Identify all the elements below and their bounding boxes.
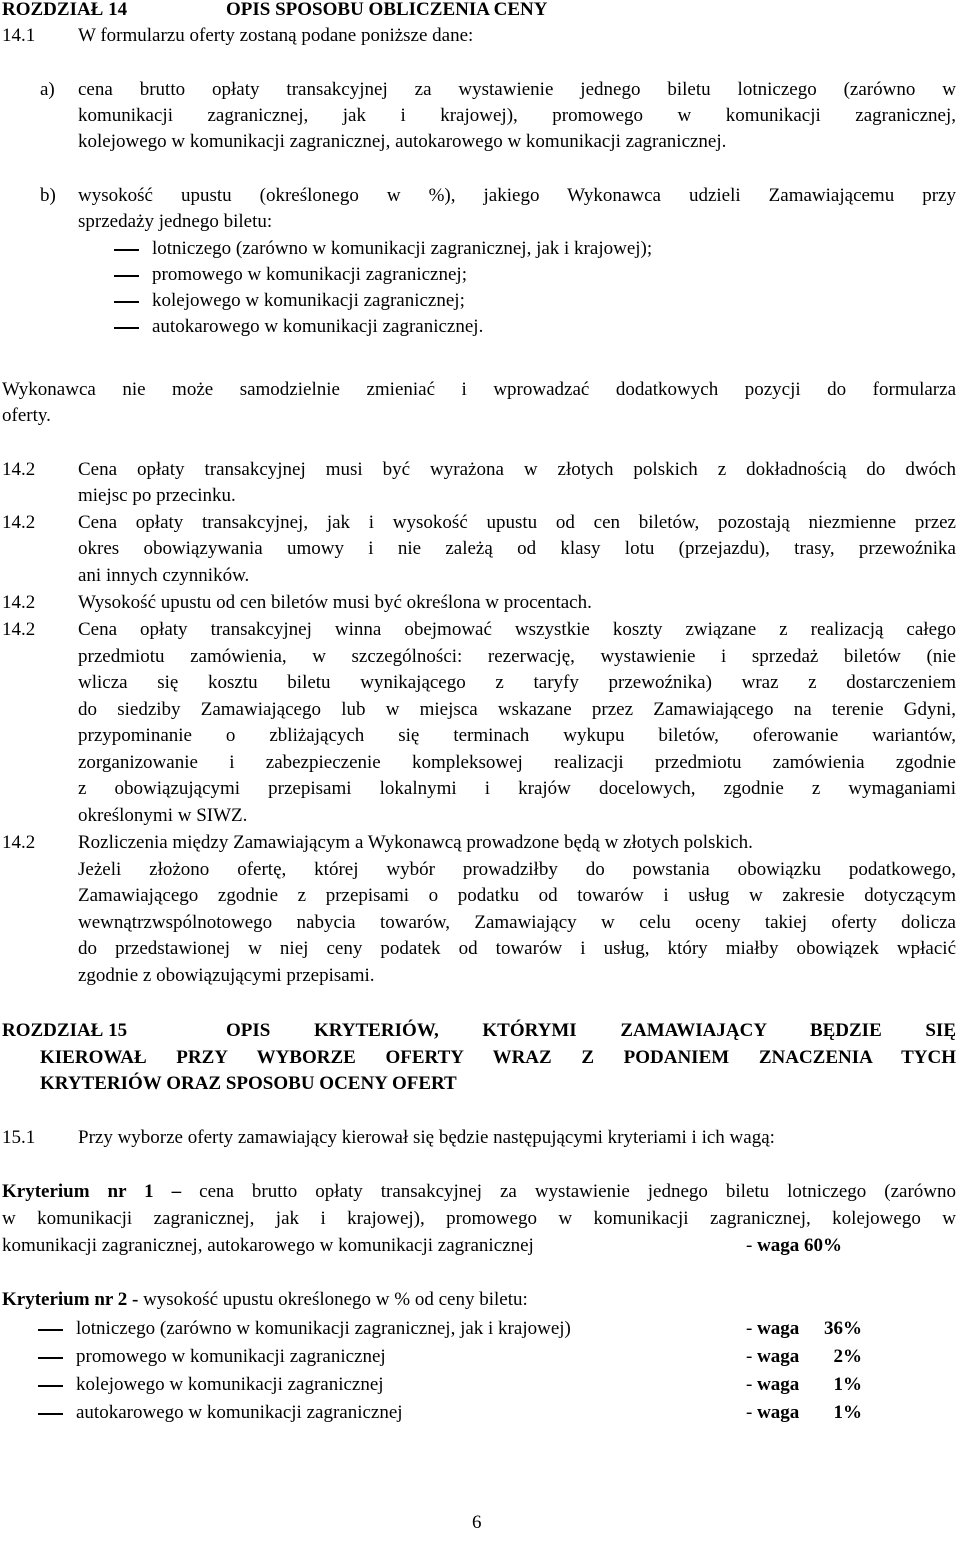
point-line: Rozliczenia między Zamawiającym a Wykonawcą prowadzone będą w złotych polskich. (78, 832, 753, 853)
bullet-dash (38, 1385, 63, 1387)
criterion-2-weight (746, 1344, 799, 1370)
bullet-dash (114, 301, 139, 303)
item-b-line: sprzedaży jednego biletu: (78, 211, 273, 232)
weight-percent: 1% (833, 1402, 862, 1423)
criterion-1-line: w komunikacji zagranicznej, jak i krajowej), promowego w komunikacji zagranicznej, kolejowego w (2, 1208, 956, 1229)
criterion-1-text: cena brutto opłaty transakcyjnej za wystawienie jednego biletu lotniczego (zarówno (199, 1181, 956, 1202)
item-b-marker: b) (40, 185, 56, 206)
criterion-2-line (2, 1287, 528, 1313)
criterion-2-weight (746, 1316, 799, 1342)
criterion-2-weight (746, 1372, 799, 1398)
point-line: przedmiotu zamówienia, w szczególności: rezerwację, wystawienie i sprzedaż biletów (nie (78, 646, 956, 667)
point-14-1-text: W formularzu oferty zostaną podane poniższe dane: (78, 25, 474, 46)
point-line: wewnątrzwspólnotowego nabycia towarów, Zamawiający w celu oceny takiej oferty dolicza (78, 912, 956, 933)
chapter-14-title: OPIS SPOSOBU OBLICZENIA CENY (226, 0, 548, 20)
chapter-15-label: ROZDZIAŁ 15 (2, 1020, 128, 1041)
weight-prefix: - (746, 1346, 758, 1367)
point-line: zorganizowanie i zabezpieczenie kompleksowej realizacji przedmiotu zamówienia zgodnie (78, 752, 956, 773)
point-number: 14.2 (2, 832, 36, 853)
point-number: 14.2 (2, 459, 36, 480)
list-item: lotniczego (zarówno w komunikacji zagranicznej, jak i krajowej); (152, 238, 653, 259)
criterion-1-line (2, 1179, 956, 1205)
bullet-dash (114, 275, 139, 277)
bullet-dash (38, 1413, 63, 1415)
weight-word: waga (757, 1318, 800, 1339)
chapter-14-label: ROZDZIAŁ 14 (2, 0, 128, 20)
point-number: 14.2 (2, 592, 36, 613)
item-a-line: cena brutto opłaty transakcyjnej za wystawienie jednego biletu lotniczego (zarówno w (78, 79, 956, 100)
weight-prefix: - (746, 1235, 758, 1256)
criterion-2-item: promowego w komunikacji zagranicznej (76, 1346, 386, 1367)
point-line: do przedstawionej w niej ceny podatek od towarów i usług, który miałby obowiązek wpłacić (78, 938, 956, 959)
criterion-2-weight (746, 1400, 799, 1426)
item-a-marker: a) (40, 79, 55, 100)
point-line: z obowiązującymi przepisami lokalnymi i krajów docelowych, zgodnie z wymaganiami (78, 778, 956, 799)
criterion-2-text: wysokość upustu określonego w % od ceny biletu: (143, 1289, 528, 1310)
point-line: Wysokość upustu od cen biletów musi być określona w procentach. (78, 592, 592, 613)
point-number: 14.2 (2, 619, 36, 640)
criterion-2-item: lotniczego (zarówno w komunikacji zagranicznej, jak i krajowej) (76, 1318, 571, 1339)
weight-prefix: - (746, 1374, 758, 1395)
item-a-line: komunikacji zagranicznej, jak i krajowej), promowego w komunikacji zagranicznej, (78, 105, 956, 126)
point-15-1-text: Przy wyborze oferty zamawiający kierował się będzie następującymi kryteriami i ich wagą: (78, 1127, 775, 1148)
list-item: autokarowego w komunikacji zagranicznej. (152, 316, 484, 337)
bullet-dash (114, 249, 139, 251)
chapter-15-title-line: KIEROWAŁ PRZY WYBORZE OFERTY WRAZ Z PODANIEM ZNACZENIA TYCH (40, 1047, 956, 1068)
point-line: przypominanie o zbliżających się terminach wykupu biletów, oferowanie wariantów, (78, 725, 956, 746)
item-a-line: kolejowego w komunikacji zagranicznej, autokarowego w komunikacji zagranicznej. (78, 131, 727, 152)
point-line: Cena opłaty transakcyjnej winna obejmować wszystkie koszty związane z realizacją całego (78, 619, 956, 640)
point-line: określonymi w SIWZ. (78, 805, 248, 826)
point-line: do siedziby Zamawiającego lub w miejsca wskazane przez Zamawiającego na terenie Gdyni, (78, 699, 956, 720)
list-item: kolejowego w komunikacji zagranicznej; (152, 290, 465, 311)
weight-prefix: - (746, 1402, 758, 1423)
chapter-15-title-line: OPIS KRYTERIÓW, KTÓRYMI ZAMAWIAJĄCY BĘDZIE SIĘ (226, 1020, 956, 1041)
point-line: miejsc po przecinku. (78, 485, 236, 506)
list-item: promowego w komunikacji zagranicznej; (152, 264, 467, 285)
note-line: oferty. (2, 405, 51, 426)
point-line: wlicza się kosztu biletu wynikającego z taryfy przewoźnika) wraz z dostarczeniem (78, 672, 956, 693)
criterion-1-label: Kryterium nr 1 – (2, 1181, 182, 1202)
point-line: zgodnie z obowiązującymi przepisami. (78, 965, 375, 986)
point-15-1-number: 15.1 (2, 1127, 36, 1148)
weight-word: waga (757, 1374, 800, 1395)
weight-percent: 36% (824, 1318, 862, 1339)
page-number: 6 (472, 1512, 482, 1533)
bullet-dash (38, 1329, 63, 1331)
weight-word: waga (757, 1402, 800, 1423)
chapter-15-title-line: KRYTERIÓW ORAZ SPOSOBU OCENY OFERT (40, 1073, 457, 1094)
bullet-dash (114, 327, 139, 329)
note-line: Wykonawca nie może samodzielnie zmieniać i wprowadzać dodatkowych pozycji do formularza (2, 379, 956, 400)
weight-word: waga (757, 1346, 800, 1367)
point-line: Jeżeli złożono ofertę, której wybór prowadziłby do powstania obowiązku podatkowego, (78, 859, 956, 880)
point-line: ani innych czynników. (78, 565, 250, 586)
point-number: 14.2 (2, 512, 36, 533)
point-line: Zamawiającego zgodnie z przepisami o podatku od towarów i usług w zakresie dotyczącym (78, 885, 956, 906)
weight-percent: 2% (833, 1346, 862, 1367)
criterion-1-line: komunikacji zagranicznej, autokarowego w komunikacji zagranicznej (2, 1235, 534, 1256)
weight-prefix: - (746, 1318, 758, 1339)
criterion-2-item: kolejowego w komunikacji zagranicznej (76, 1374, 384, 1395)
criterion-2-label: Kryterium nr 2 - (2, 1289, 139, 1310)
point-line: Cena opłaty transakcyjnej, jak i wysokość upustu od cen biletów, pozostają niezmienne przez (78, 512, 956, 533)
criterion-1-weight (746, 1233, 842, 1259)
criterion-2-item: autokarowego w komunikacji zagranicznej (76, 1402, 403, 1423)
point-line: Cena opłaty transakcyjnej musi być wyrażona w złotych polskich z dokładnością do dwóch (78, 459, 956, 480)
bullet-dash (38, 1357, 63, 1359)
weight-percent: 1% (833, 1374, 862, 1395)
weight-value: waga 60% (757, 1235, 843, 1256)
item-b-line: wysokość upustu (określonego w %), jakiego Wykonawca udzieli Zamawiającemu przy (78, 185, 956, 206)
point-14-1-number: 14.1 (2, 25, 36, 46)
point-line: okres obowiązywania umowy i nie zależą od klasy lotu (przejazdu), trasy, przewoźnika (78, 538, 956, 559)
